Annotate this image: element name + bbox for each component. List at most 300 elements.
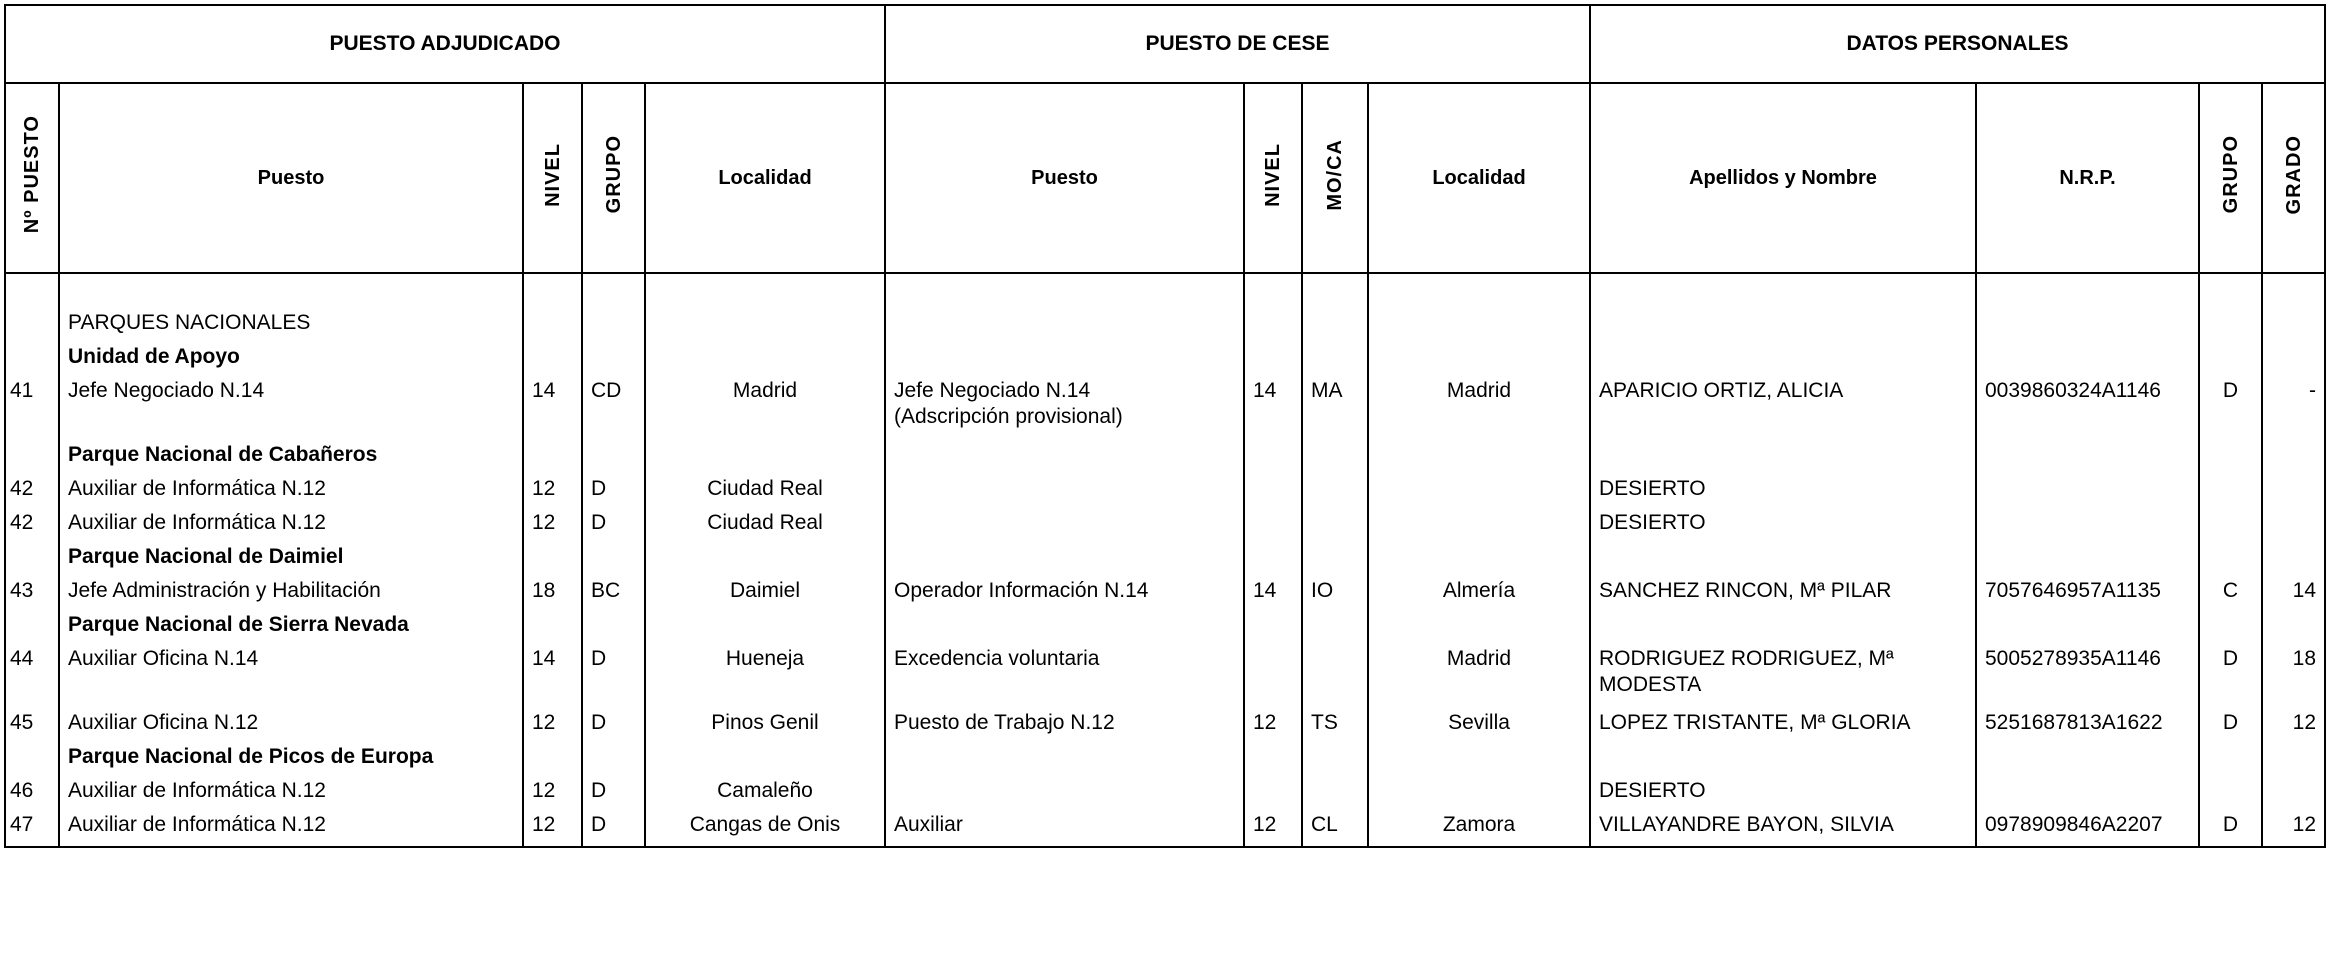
cell-grado bbox=[2262, 812, 2325, 847]
cell-num-puesto bbox=[5, 378, 59, 442]
cell-grupo-text: D bbox=[591, 779, 607, 802]
cell-localidad bbox=[645, 544, 885, 578]
cell-cese-localidad bbox=[1368, 812, 1590, 847]
cell-cese-nivel bbox=[1244, 578, 1302, 612]
cell-nrp bbox=[1976, 442, 2199, 476]
cell-apellidos-nombre bbox=[1590, 442, 1976, 476]
cell-localidad bbox=[645, 344, 885, 378]
adjudicacion-table bbox=[4, 4, 2326, 848]
cell-dp-grupo bbox=[2199, 578, 2262, 612]
cell-cese-puesto bbox=[885, 378, 1244, 442]
col-moca bbox=[1302, 83, 1368, 273]
col-moca-label: MO/CA bbox=[1324, 138, 1346, 211]
spacer-row bbox=[5, 273, 2325, 310]
col-nivel-label: NIVEL bbox=[541, 142, 564, 207]
cell-num-puesto bbox=[5, 710, 59, 744]
cell-dp-grupo bbox=[2199, 744, 2262, 778]
cell-grupo bbox=[582, 510, 645, 544]
cell-cese-nivel-text: 14 bbox=[1253, 379, 1277, 402]
cell-cese-localidad bbox=[1368, 578, 1590, 612]
cell-dp-grupo-text: C bbox=[2222, 579, 2239, 602]
table-row bbox=[5, 378, 2325, 442]
cell-localidad-text: Pinos Genil bbox=[711, 711, 819, 734]
cell-cese-localidad-text: Sevilla bbox=[1448, 711, 1510, 734]
cell-puesto bbox=[59, 612, 523, 646]
cell-puesto-text: Unidad de Apoyo bbox=[68, 345, 240, 368]
table-row bbox=[5, 744, 2325, 778]
cell-cese-puesto bbox=[885, 310, 1244, 344]
cell-localidad bbox=[645, 578, 885, 612]
cell-grado-text: 18 bbox=[2292, 647, 2316, 670]
col-grado-label: GRADO bbox=[2282, 134, 2305, 215]
cell-num-puesto-text: 44 bbox=[10, 647, 34, 670]
cell-apellidos-nombre bbox=[1590, 710, 1976, 744]
cell-num-puesto bbox=[5, 612, 59, 646]
cell-cese-localidad bbox=[1368, 442, 1590, 476]
cell-cese-puesto bbox=[885, 778, 1244, 812]
cell-nrp-text: 5251687813A1622 bbox=[1985, 711, 2163, 734]
cell-nivel bbox=[523, 646, 582, 710]
cell-moca-text: TS bbox=[1311, 711, 1338, 734]
cell-grado bbox=[2262, 646, 2325, 710]
cell-puesto bbox=[59, 476, 523, 510]
cell-apellidos-nombre bbox=[1590, 646, 1976, 710]
col-grado bbox=[2262, 83, 2325, 273]
cell-cese-nivel bbox=[1244, 612, 1302, 646]
cell-cese-nivel-text: 12 bbox=[1253, 711, 1277, 734]
table-row bbox=[5, 710, 2325, 744]
header-puesto-adjudicado: PUESTO ADJUDICADO bbox=[5, 5, 885, 83]
cell-localidad bbox=[645, 510, 885, 544]
cell-cese-puesto bbox=[885, 476, 1244, 510]
col-cese-nivel bbox=[1244, 83, 1302, 273]
cell-cese-puesto bbox=[885, 544, 1244, 578]
cell-grado bbox=[2262, 710, 2325, 744]
cell-apellidos-nombre-text: DESIERTO bbox=[1599, 779, 1706, 802]
cell-puesto bbox=[59, 378, 523, 442]
cell-localidad bbox=[645, 812, 885, 847]
cell-nivel bbox=[523, 710, 582, 744]
cell-nrp bbox=[1976, 476, 2199, 510]
cell-localidad-text: Madrid bbox=[732, 379, 798, 402]
cell-cese-localidad bbox=[1368, 612, 1590, 646]
cell-moca bbox=[1302, 544, 1368, 578]
cell-puesto bbox=[59, 442, 523, 476]
cell-cese-localidad bbox=[1368, 744, 1590, 778]
cell-dp-grupo bbox=[2199, 344, 2262, 378]
cell-grado bbox=[2262, 778, 2325, 812]
cell-apellidos-nombre bbox=[1590, 612, 1976, 646]
table-row bbox=[5, 510, 2325, 544]
cell-nrp bbox=[1976, 310, 2199, 344]
cell-grupo bbox=[582, 544, 645, 578]
cell-apellidos-nombre-text: DESIERTO bbox=[1599, 477, 1706, 500]
cell-apellidos-nombre bbox=[1590, 778, 1976, 812]
cell-apellidos-nombre-text: DESIERTO bbox=[1599, 511, 1706, 534]
cell-localidad bbox=[645, 646, 885, 710]
col-nrp: N.R.P. bbox=[1976, 83, 2199, 273]
cell-localidad bbox=[645, 442, 885, 476]
cell-puesto-text: Auxiliar de Informática N.12 bbox=[68, 511, 326, 534]
cell-puesto bbox=[59, 744, 523, 778]
cell-nrp bbox=[1976, 578, 2199, 612]
cell-puesto bbox=[59, 578, 523, 612]
cell-cese-puesto bbox=[885, 510, 1244, 544]
cell-nivel-text: 12 bbox=[532, 711, 556, 734]
cell-nivel-text: 12 bbox=[532, 813, 556, 836]
cell-cese-puesto-text: Excedencia voluntaria bbox=[894, 647, 1100, 670]
table-row bbox=[5, 442, 2325, 476]
table-row bbox=[5, 646, 2325, 710]
cell-grupo bbox=[582, 310, 645, 344]
cell-nivel bbox=[523, 442, 582, 476]
cell-cese-puesto-text: Jefe Negociado N.14 bbox=[894, 379, 1091, 402]
col-cese-puesto: Puesto bbox=[885, 83, 1244, 273]
cell-grupo-text: D bbox=[591, 813, 607, 836]
cell-nivel bbox=[523, 378, 582, 442]
table-row bbox=[5, 476, 2325, 510]
cell-nrp bbox=[1976, 646, 2199, 710]
cell-nivel bbox=[523, 812, 582, 847]
cell-grupo-text: D bbox=[591, 477, 607, 500]
cell-grado bbox=[2262, 612, 2325, 646]
cell-num-puesto-text: 47 bbox=[10, 813, 34, 836]
cell-localidad bbox=[645, 710, 885, 744]
cell-grupo bbox=[582, 344, 645, 378]
cell-dp-grupo bbox=[2199, 510, 2262, 544]
cell-nrp bbox=[1976, 744, 2199, 778]
cell-nrp bbox=[1976, 544, 2199, 578]
cell-grado bbox=[2262, 578, 2325, 612]
cell-grado bbox=[2262, 378, 2325, 442]
cell-dp-grupo bbox=[2199, 612, 2262, 646]
cell-cese-puesto bbox=[885, 812, 1244, 847]
cell-moca bbox=[1302, 442, 1368, 476]
cell-cese-localidad bbox=[1368, 544, 1590, 578]
cell-puesto bbox=[59, 710, 523, 744]
cell-dp-grupo bbox=[2199, 544, 2262, 578]
cell-apellidos-nombre-text: LOPEZ TRISTANTE, Mª GLORIA bbox=[1599, 711, 1911, 734]
cell-nrp-text: 0978909846A2207 bbox=[1985, 813, 2163, 836]
cell-grupo bbox=[582, 812, 645, 847]
cell-localidad-text: Daimiel bbox=[729, 579, 800, 602]
col-dp-grupo-label: GRUPO bbox=[2219, 135, 2242, 214]
cell-nivel-text: 14 bbox=[532, 647, 556, 670]
cell-grado-text: 12 bbox=[2292, 711, 2316, 734]
cell-localidad bbox=[645, 476, 885, 510]
cell-grupo bbox=[582, 612, 645, 646]
cell-num-puesto bbox=[5, 344, 59, 378]
cell-dp-grupo-text: D bbox=[2222, 647, 2239, 670]
table-row bbox=[5, 778, 2325, 812]
cell-dp-grupo-text: D bbox=[2222, 813, 2239, 836]
cell-moca bbox=[1302, 710, 1368, 744]
cell-cese-nivel bbox=[1244, 310, 1302, 344]
cell-num-puesto bbox=[5, 510, 59, 544]
cell-nrp bbox=[1976, 710, 2199, 744]
cell-cese-puesto-text: Auxiliar bbox=[894, 813, 963, 836]
cell-num-puesto bbox=[5, 646, 59, 710]
cell-puesto-text: Auxiliar Oficina N.14 bbox=[68, 647, 259, 670]
cell-dp-grupo bbox=[2199, 710, 2262, 744]
col-localidad: Localidad bbox=[645, 83, 885, 273]
cell-cese-nivel-text: 14 bbox=[1253, 579, 1277, 602]
cell-moca-text: MA bbox=[1311, 379, 1343, 402]
cell-apellidos-nombre bbox=[1590, 510, 1976, 544]
col-grupo bbox=[582, 83, 645, 273]
cell-apellidos-nombre bbox=[1590, 476, 1976, 510]
col-cese-nivel-label: NIVEL bbox=[1262, 142, 1284, 207]
cell-num-puesto bbox=[5, 310, 59, 344]
col-grupo-label: GRUPO bbox=[602, 135, 625, 214]
table-row bbox=[5, 612, 2325, 646]
cell-cese-nivel bbox=[1244, 442, 1302, 476]
cell-moca bbox=[1302, 310, 1368, 344]
cell-cese-nivel bbox=[1244, 344, 1302, 378]
cell-apellidos-nombre-text: APARICIO ORTIZ, ALICIA bbox=[1599, 379, 1844, 402]
cell-cese-localidad bbox=[1368, 344, 1590, 378]
cell-cese-nivel bbox=[1244, 544, 1302, 578]
cell-puesto-text: Parque Nacional de Picos de Europa bbox=[68, 745, 434, 768]
cell-moca bbox=[1302, 378, 1368, 442]
col-cese-localidad: Localidad bbox=[1368, 83, 1590, 273]
cell-cese-puesto bbox=[885, 710, 1244, 744]
cell-localidad-text: Camaleño bbox=[717, 779, 813, 802]
col-num-puesto bbox=[5, 83, 59, 273]
cell-puesto bbox=[59, 646, 523, 710]
cell-cese-puesto bbox=[885, 646, 1244, 710]
cell-cese-nivel-text: 12 bbox=[1253, 813, 1277, 836]
col-num-puesto-label: Nº PUESTO bbox=[21, 115, 43, 234]
cell-cese-localidad bbox=[1368, 378, 1590, 442]
cell-num-puesto bbox=[5, 778, 59, 812]
cell-num-puesto bbox=[5, 476, 59, 510]
cell-cese-nivel bbox=[1244, 744, 1302, 778]
cell-nivel-text: 12 bbox=[532, 779, 556, 802]
cell-grupo bbox=[582, 778, 645, 812]
cell-apellidos-nombre-text-line2: MODESTA bbox=[1599, 673, 1702, 696]
cell-moca bbox=[1302, 344, 1368, 378]
cell-moca bbox=[1302, 812, 1368, 847]
cell-grado bbox=[2262, 442, 2325, 476]
cell-cese-puesto bbox=[885, 612, 1244, 646]
cell-grupo bbox=[582, 378, 645, 442]
cell-nivel bbox=[523, 310, 582, 344]
cell-moca-text: IO bbox=[1311, 579, 1334, 602]
cell-nivel bbox=[523, 744, 582, 778]
cell-moca bbox=[1302, 578, 1368, 612]
cell-cese-nivel bbox=[1244, 476, 1302, 510]
cell-puesto-text: Auxiliar de Informática N.12 bbox=[68, 813, 326, 836]
cell-apellidos-nombre-text: RODRIGUEZ RODRIGUEZ, Mª bbox=[1599, 647, 1894, 670]
cell-cese-puesto-text: Operador Información N.14 bbox=[894, 579, 1149, 602]
cell-moca bbox=[1302, 510, 1368, 544]
cell-apellidos-nombre-text: VILLAYANDRE BAYON, SILVIA bbox=[1599, 813, 1894, 836]
cell-puesto-text: Jefe Administración y Habilitación bbox=[68, 579, 381, 602]
table-row bbox=[5, 310, 2325, 344]
cell-cese-localidad bbox=[1368, 646, 1590, 710]
cell-nivel bbox=[523, 778, 582, 812]
cell-grado bbox=[2262, 344, 2325, 378]
cell-puesto-text: Jefe Negociado N.14 bbox=[68, 379, 265, 402]
cell-nivel-text: 12 bbox=[532, 511, 556, 534]
cell-grado-text: 12 bbox=[2292, 813, 2316, 836]
cell-grado bbox=[2262, 510, 2325, 544]
col-apellidos: Apellidos y Nombre bbox=[1590, 83, 1976, 273]
cell-grupo bbox=[582, 476, 645, 510]
cell-cese-localidad-text: Madrid bbox=[1446, 379, 1512, 402]
cell-grupo-text: D bbox=[591, 711, 607, 734]
cell-nrp bbox=[1976, 812, 2199, 847]
cell-cese-localidad bbox=[1368, 510, 1590, 544]
cell-localidad bbox=[645, 744, 885, 778]
cell-cese-nivel bbox=[1244, 510, 1302, 544]
cell-puesto bbox=[59, 544, 523, 578]
table-row bbox=[5, 544, 2325, 578]
cell-localidad bbox=[645, 378, 885, 442]
cell-cese-puesto-text: Puesto de Trabajo N.12 bbox=[894, 711, 1115, 734]
cell-cese-localidad bbox=[1368, 710, 1590, 744]
cell-num-puesto bbox=[5, 744, 59, 778]
cell-puesto-text: Auxiliar de Informática N.12 bbox=[68, 477, 326, 500]
cell-localidad-text: Cangas de Onis bbox=[689, 813, 841, 836]
cell-grupo bbox=[582, 646, 645, 710]
cell-apellidos-nombre bbox=[1590, 544, 1976, 578]
cell-apellidos-nombre bbox=[1590, 378, 1976, 442]
cell-apellidos-nombre bbox=[1590, 812, 1976, 847]
cell-dp-grupo bbox=[2199, 378, 2262, 442]
cell-grupo-text: D bbox=[591, 647, 607, 670]
cell-nrp bbox=[1976, 510, 2199, 544]
cell-grupo bbox=[582, 442, 645, 476]
cell-puesto-text: Auxiliar de Informática N.12 bbox=[68, 779, 326, 802]
cell-grupo bbox=[582, 744, 645, 778]
cell-cese-puesto bbox=[885, 744, 1244, 778]
cell-num-puesto-text: 42 bbox=[10, 477, 34, 500]
cell-nivel-text: 18 bbox=[532, 579, 556, 602]
cell-grado-text: 14 bbox=[2292, 579, 2316, 602]
cell-puesto bbox=[59, 310, 523, 344]
cell-nrp-text: 0039860324A1146 bbox=[1985, 379, 2161, 402]
cell-nivel bbox=[523, 510, 582, 544]
cell-dp-grupo-text: D bbox=[2222, 711, 2239, 734]
cell-num-puesto bbox=[5, 442, 59, 476]
col-puesto: Puesto bbox=[59, 83, 523, 273]
cell-moca bbox=[1302, 612, 1368, 646]
cell-nrp-text: 7057646957A1135 bbox=[1985, 579, 2161, 602]
cell-cese-localidad bbox=[1368, 476, 1590, 510]
cell-cese-localidad bbox=[1368, 778, 1590, 812]
cell-nrp bbox=[1976, 378, 2199, 442]
cell-localidad bbox=[645, 612, 885, 646]
cell-dp-grupo bbox=[2199, 442, 2262, 476]
cell-moca bbox=[1302, 744, 1368, 778]
cell-localidad bbox=[645, 778, 885, 812]
cell-nivel bbox=[523, 612, 582, 646]
cell-localidad-text: Hueneja bbox=[725, 647, 805, 670]
cell-localidad-text: Ciudad Real bbox=[707, 511, 823, 534]
cell-cese-localidad-text: Almería bbox=[1442, 579, 1516, 602]
cell-apellidos-nombre bbox=[1590, 744, 1976, 778]
cell-apellidos-nombre-text: SANCHEZ RINCON, Mª PILAR bbox=[1599, 579, 1892, 602]
table-row bbox=[5, 578, 2325, 612]
cell-num-puesto bbox=[5, 578, 59, 612]
header-puesto-cese: PUESTO DE CESE bbox=[885, 5, 1590, 83]
cell-num-puesto-text: 41 bbox=[10, 379, 34, 402]
cell-nivel bbox=[523, 476, 582, 510]
cell-apellidos-nombre bbox=[1590, 578, 1976, 612]
cell-moca bbox=[1302, 476, 1368, 510]
cell-grado bbox=[2262, 310, 2325, 344]
col-nivel bbox=[523, 83, 582, 273]
cell-localidad bbox=[645, 310, 885, 344]
table-row bbox=[5, 344, 2325, 378]
cell-puesto bbox=[59, 812, 523, 847]
cell-puesto bbox=[59, 344, 523, 378]
cell-num-puesto bbox=[5, 812, 59, 847]
cell-puesto-text: Parque Nacional de Sierra Nevada bbox=[68, 613, 409, 636]
cell-nivel-text: 12 bbox=[532, 477, 556, 500]
cell-grado bbox=[2262, 476, 2325, 510]
cell-cese-nivel bbox=[1244, 710, 1302, 744]
cell-grado bbox=[2262, 544, 2325, 578]
cell-grupo-text: CD bbox=[591, 379, 622, 402]
cell-puesto-text: Auxiliar Oficina N.12 bbox=[68, 711, 259, 734]
cell-cese-nivel bbox=[1244, 778, 1302, 812]
cell-nrp bbox=[1976, 778, 2199, 812]
cell-nivel bbox=[523, 578, 582, 612]
cell-puesto-text: Parque Nacional de Cabañeros bbox=[68, 443, 378, 466]
cell-num-puesto-text: 42 bbox=[10, 511, 34, 534]
cell-cese-nivel bbox=[1244, 812, 1302, 847]
cell-puesto-text: PARQUES NACIONALES bbox=[68, 311, 311, 334]
cell-puesto bbox=[59, 510, 523, 544]
cell-moca bbox=[1302, 778, 1368, 812]
cell-grado-text: - bbox=[2309, 379, 2316, 402]
cell-grupo bbox=[582, 578, 645, 612]
cell-moca-text: CL bbox=[1311, 813, 1338, 836]
cell-apellidos-nombre bbox=[1590, 344, 1976, 378]
cell-cese-puesto bbox=[885, 442, 1244, 476]
header-datos-personales: DATOS PERSONALES bbox=[1590, 5, 2325, 83]
cell-num-puesto-text: 43 bbox=[10, 579, 34, 602]
cell-apellidos-nombre bbox=[1590, 310, 1976, 344]
cell-nivel-text: 14 bbox=[532, 379, 556, 402]
cell-dp-grupo bbox=[2199, 476, 2262, 510]
cell-cese-puesto bbox=[885, 578, 1244, 612]
cell-moca bbox=[1302, 646, 1368, 710]
cell-num-puesto bbox=[5, 544, 59, 578]
cell-dp-grupo bbox=[2199, 812, 2262, 847]
cell-nivel bbox=[523, 544, 582, 578]
cell-cese-puesto bbox=[885, 344, 1244, 378]
cell-grupo bbox=[582, 710, 645, 744]
cell-localidad-text: Ciudad Real bbox=[707, 477, 823, 500]
table-row bbox=[5, 812, 2325, 847]
table-body bbox=[5, 273, 2325, 847]
cell-grupo-text: BC bbox=[591, 579, 621, 602]
cell-grupo-text: D bbox=[591, 511, 607, 534]
cell-num-puesto-text: 45 bbox=[10, 711, 34, 734]
cell-nivel bbox=[523, 344, 582, 378]
cell-cese-localidad-text: Madrid bbox=[1446, 647, 1512, 670]
cell-puesto bbox=[59, 778, 523, 812]
document-table-sheet bbox=[4, 4, 2326, 848]
col-dp-grupo bbox=[2199, 83, 2262, 273]
cell-dp-grupo bbox=[2199, 778, 2262, 812]
cell-puesto-text: Parque Nacional de Daimiel bbox=[68, 545, 344, 568]
cell-num-puesto-text: 46 bbox=[10, 779, 34, 802]
